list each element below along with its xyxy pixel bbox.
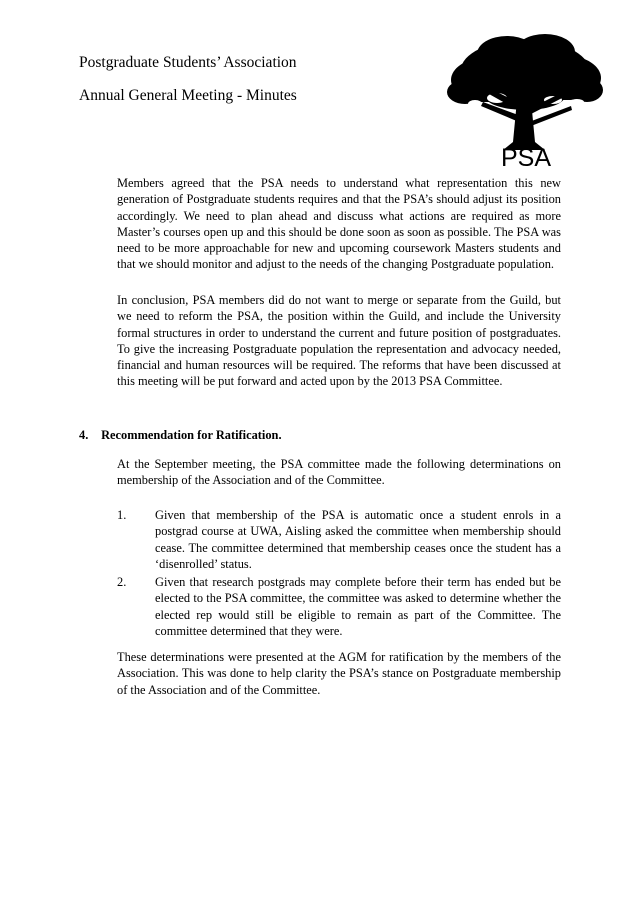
list-marker: 2.: [117, 575, 127, 589]
list-item-text: Given that membership of the PSA is automatic once a student enrols in a postgrad course at UWA, Aisling asked the committee when membership should cease. The committee determined that membership ceases once the student has a ‘disenrolled’ status.: [155, 508, 561, 571]
list-item: [117, 507, 561, 572]
paragraph-conclusion: In conclusion, PSA members did do not want to merge or separate from the Guild, but we need to reform the PSA, the position within the Guild, and include the University formal structures in order to understand the current and future position of postgraduates. To give the increasing Postgraduate population the representation and advocacy needed, financial and human resources will be required. The reforms that have been discussed at this meeting will be put forward and acted upon by the 2013 PSA Committee.: [117, 293, 561, 389]
meeting-title: Annual General Meeting - Minutes: [79, 87, 297, 104]
list-item: [117, 574, 561, 639]
psa-logo-text: [501, 142, 557, 170]
closing-paragraph: These determinations were presented at the AGM for ratification by the members of the Association. This was done to help clarity the PSA’s stance on Postgraduate membership of the Association and of the Committee.: [117, 650, 561, 697]
section-title: Recommendation for Ratification.: [101, 428, 282, 442]
list-marker: 1.: [117, 508, 127, 522]
psa-logo-label: PSA: [501, 144, 552, 170]
psa-logo: [445, 30, 605, 170]
section-intro: At the September meeting, the PSA committee made the following determinations on membership of the Association and of the Committee.: [117, 457, 561, 488]
paragraph-representation: Members agreed that the PSA needs to understand what representation this new generation of Postgraduate students requires and that the PSA’s should adjust its position accordingly. We need to plan ahead and discuss what actions are required as more Master’s courses open up and this should be done soon as soon as possible. The PSA was need to be more approachable for new and upcoming coursework Masters students and that we should monitor and adjust to the needs of the changing Postgraduate population.: [117, 176, 561, 272]
section-number: 4.: [79, 428, 89, 442]
list-item-text: Given that research postgrads may complete before their term has ended but be elected to the PSA committee, the committee was asked to determine whether the elected rep would still be eligible to remain as part of the Committee. The committee determined that they were.: [155, 575, 561, 638]
section-heading-4: [79, 427, 282, 443]
organization-name: Postgraduate Students’ Association: [79, 54, 297, 71]
